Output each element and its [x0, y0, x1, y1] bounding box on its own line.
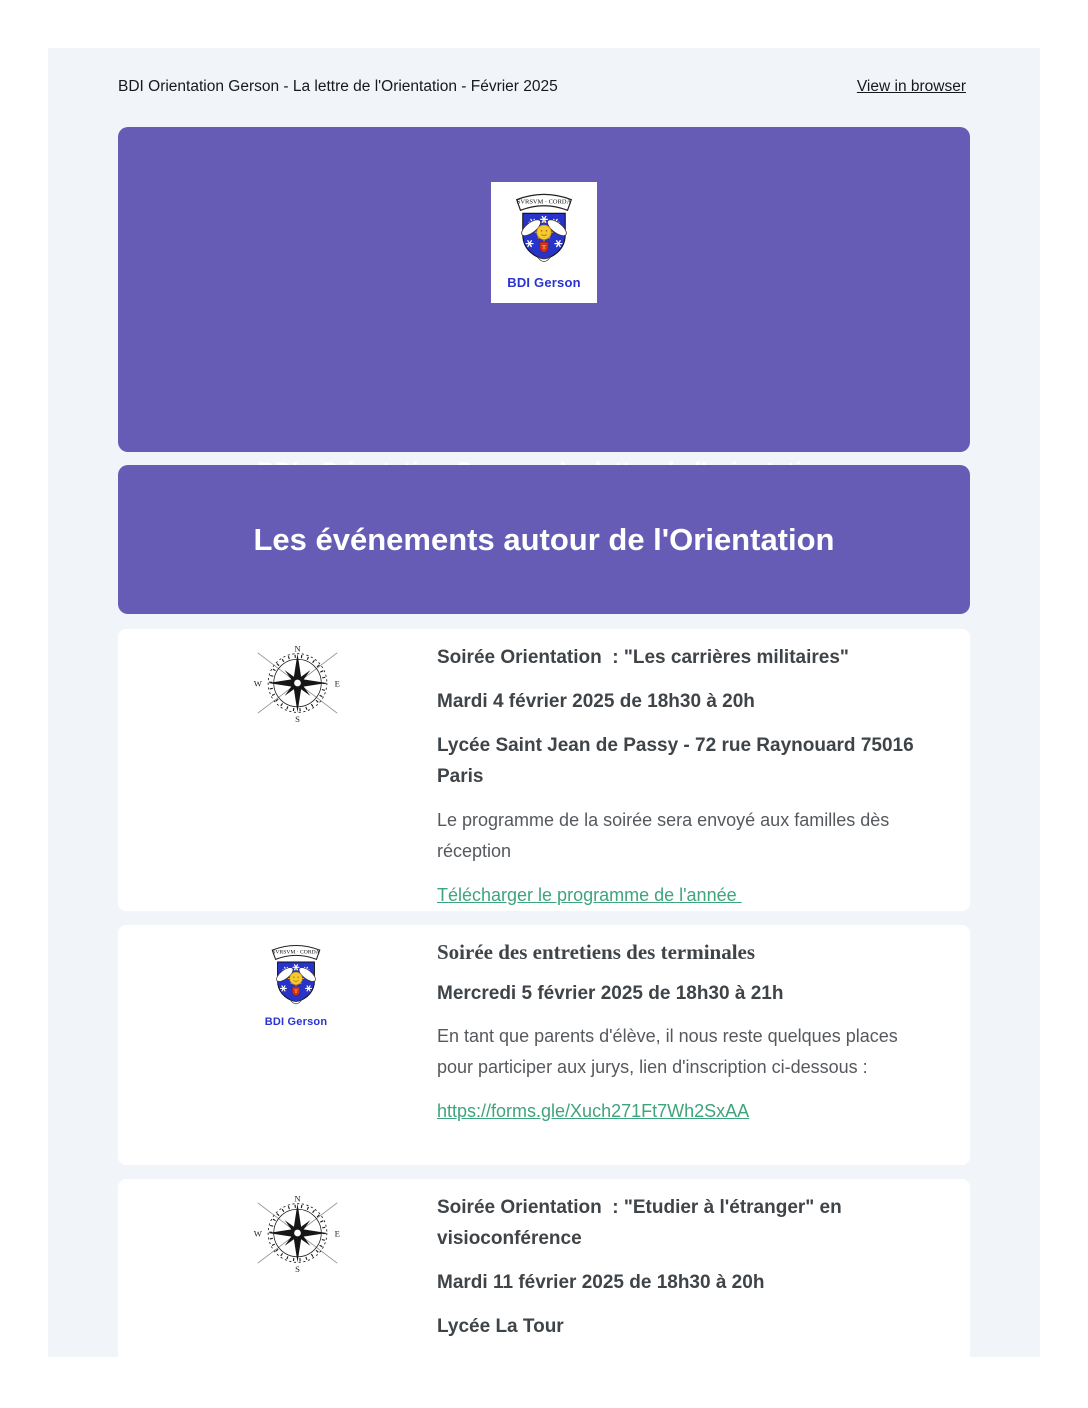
event-card-etudier-etranger [118, 1179, 970, 1408]
event-title: Soirée Orientation : "Etudier à l'étranger" en visioconférence [437, 1197, 848, 1249]
event-location: Lycée La Tour [437, 1316, 564, 1337]
event-card-entretiens-terminales [118, 925, 970, 1165]
logo-label: BDI Gerson [264, 1016, 328, 1028]
event-body: Le programme de la soirée sera envoyé aux familles dès réception [437, 810, 890, 861]
compass-icon [250, 1193, 345, 1278]
event-title: Soirée des entretiens des terminales [437, 940, 756, 964]
download-program-link[interactable]: Télécharger le programme de l'année [437, 885, 742, 905]
compass-icon [250, 643, 345, 728]
section-banner-title: Les événements autour de l'Orientation [253, 521, 835, 557]
logo-label: BDI Gerson [507, 275, 581, 290]
inscription-form-link[interactable]: https://forms.gle/Xuch271Ft7Wh2SxAA [437, 1101, 750, 1121]
preheader-text: BDI Orientation Gerson - La lettre de l'Orientation - Février 2025 [118, 78, 558, 95]
event-card-carrieres-militaires [118, 629, 970, 911]
event-title: Soirée Orientation : "Les carrières militaires" [437, 647, 849, 668]
event-location: Lycée Saint Jean de Passy - 72 rue Raynouard 75016 Paris [437, 735, 919, 787]
preheader-bar [118, 78, 966, 96]
bdi-crest-icon [506, 186, 582, 274]
bdi-crest-icon [255, 938, 337, 1028]
event-datetime: Mardi 4 février 2025 de 18h30 à 20h [437, 691, 755, 712]
event-body: En tant que parents d'élève, il nous reste quelques places pour participer aux jurys, lien d'inscription ci-dessous : [437, 1026, 898, 1077]
bdi-gerson-logo [491, 182, 597, 303]
view-in-browser-link[interactable]: View in browser [856, 78, 966, 95]
header-card [118, 127, 970, 452]
event-datetime: Mardi 11 février 2025 de 18h30 à 20h [437, 1272, 765, 1293]
section-banner [118, 465, 970, 614]
event-datetime: Mercredi 5 février 2025 de 18h30 à 21h [437, 983, 784, 1004]
